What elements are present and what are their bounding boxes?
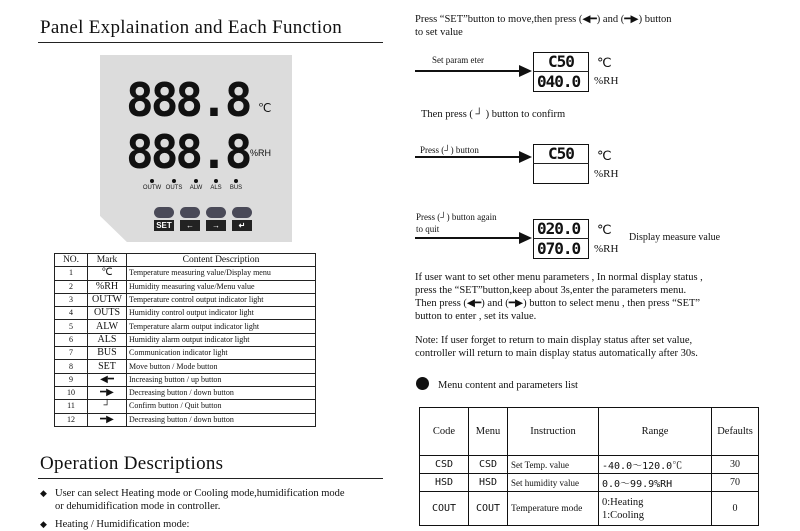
menu-cell: HSD <box>469 474 508 492</box>
row-mark: ALS <box>88 333 127 346</box>
bullet-icon: ◆ <box>40 519 47 529</box>
table-row <box>55 293 316 306</box>
title-underline <box>38 42 383 43</box>
row-mark: BUS <box>88 347 127 360</box>
col-menu: Menu <box>469 408 508 456</box>
table-row <box>55 413 316 426</box>
instruction-cell: Set humidity value <box>508 474 599 492</box>
menu-table <box>419 407 759 526</box>
row-no: 6 <box>55 333 88 346</box>
range-cell <box>599 492 712 526</box>
right-arrow-button[interactable]: → <box>206 220 226 231</box>
enter-button-cap[interactable] <box>232 207 252 218</box>
table-row <box>55 320 316 333</box>
diag1-bottom-value: 040.0 <box>537 72 581 91</box>
range-cell: -40.0～120.0℃ <box>599 456 712 474</box>
table-row <box>55 386 316 399</box>
left-button-cap[interactable] <box>180 207 200 218</box>
row-desc: Increasing button / up button <box>127 373 316 386</box>
table-row <box>420 492 759 526</box>
code-cell: COUT <box>420 492 469 526</box>
row-desc: Move button / Mode button <box>127 360 316 373</box>
row-desc: Humidity measuring value/Menu value <box>127 280 316 293</box>
default-cell: 30 <box>712 456 759 474</box>
row-desc: Temperature alarm output indicator light <box>127 320 316 333</box>
diag3-unit-c: ℃ <box>597 222 612 237</box>
table-row <box>55 360 316 373</box>
right-button-cap[interactable] <box>206 207 226 218</box>
table-row <box>55 373 316 386</box>
diag2-divider <box>533 163 589 164</box>
operation-bullet-1-line2: or dehumidification mode in controller. <box>55 501 221 512</box>
indicator-bus: BUS <box>229 185 243 191</box>
diag3-note: Display measure value <box>629 232 721 243</box>
row-desc: Humidity control output indicator light <box>127 307 316 320</box>
range-option-cooling: 1:Cooling <box>602 509 645 521</box>
row-mark: ┘ <box>88 400 127 413</box>
row-mark: OUTW <box>88 293 127 306</box>
section-bullet-icon <box>416 377 429 390</box>
range-option-heating: 0:Heating <box>602 496 644 508</box>
lcd-temp-unit: ℃ <box>258 101 272 115</box>
row-desc: Decreasing button / down button <box>127 386 316 399</box>
table-row <box>55 347 316 360</box>
diag2-unit-c: ℃ <box>597 148 612 163</box>
menu-cell: CSD <box>469 456 508 474</box>
table-row <box>55 280 316 293</box>
diag1-unit-c: ℃ <box>597 55 612 70</box>
col-instruction: Instruction <box>508 408 599 456</box>
row-mark: %RH <box>88 280 127 293</box>
diag1-label: Set param eter <box>432 55 484 65</box>
intro-line2: to set value <box>415 27 463 38</box>
row-no: 11 <box>55 400 88 413</box>
row-desc: Confirm button / Quit button <box>127 400 316 413</box>
lcd-temp-digits: 888.8 <box>126 73 250 127</box>
table-row <box>55 400 316 413</box>
diag3-unit-rh: %RH <box>594 243 619 255</box>
diag2-unit-rh: %RH <box>594 168 619 180</box>
row-mark: ◀━ <box>88 373 127 386</box>
confirm-text: Then press ( ┘ ) button to confirm <box>421 109 566 120</box>
row-no: 12 <box>55 413 88 426</box>
row-desc: Decreasing button / down button <box>127 413 316 426</box>
default-cell: 70 <box>712 474 759 492</box>
intro-line1: Press “SET”button to move,then press (◀━) and (━▶) button <box>415 14 672 25</box>
note-line2: controller will return to main display status automatically after 30s. <box>415 348 698 359</box>
set-button-cap[interactable] <box>154 207 174 218</box>
operation-bullet-1-line1: User can select Heating mode or Cooling mode,humidification mode <box>55 488 345 499</box>
bullet-icon: ◆ <box>40 488 47 498</box>
row-no: 1 <box>55 267 88 280</box>
col-description: Content Description <box>127 254 316 267</box>
indicator-outs: OUTS <box>165 185 183 191</box>
range-cell: 0.0～99.9%RH <box>599 474 712 492</box>
operation-bullet-2: Heating / Humidification mode: <box>55 519 190 530</box>
arrow-icon <box>415 231 533 245</box>
row-no: 9 <box>55 373 88 386</box>
row-no: 2 <box>55 280 88 293</box>
row-desc: Humidity alarm output indicator light <box>127 333 316 346</box>
code-cell: HSD <box>420 474 469 492</box>
diag3-bottom-value: 070.0 <box>537 239 581 258</box>
enter-button[interactable]: ↵ <box>232 220 252 231</box>
operation-underline <box>38 478 383 479</box>
para1-line1: If user want to set other menu parameters , In normal display status , <box>415 272 703 283</box>
row-no: 5 <box>55 320 88 333</box>
lcd-humidity-unit: %RH <box>250 148 272 158</box>
indicator-alw: ALW <box>189 185 203 191</box>
arrow-icon <box>415 64 533 78</box>
para1-line3: Then press (◀━) and (━▶) button to select menu , then press “SET” <box>415 298 701 309</box>
col-code: Code <box>420 408 469 456</box>
diag3-top-value: 020.0 <box>537 219 581 238</box>
col-defaults: Defaults <box>712 408 759 456</box>
row-desc: Communication indicator light <box>127 347 316 360</box>
indicator-outw: OUTW <box>142 185 162 191</box>
diag1-top-value: C50 <box>548 52 574 71</box>
diag2-top-value: C50 <box>548 144 574 163</box>
row-no: 10 <box>55 386 88 399</box>
panel-title: Panel Explaination and Each Function <box>40 17 343 38</box>
row-mark: SET <box>88 360 127 373</box>
col-no: NO. <box>55 254 88 267</box>
arrow-icon <box>415 150 533 164</box>
lcd-humidity-digits: 888.8 <box>126 125 250 179</box>
row-mark: ━▶ <box>88 386 127 399</box>
row-mark: ALW <box>88 320 127 333</box>
indicator-dot <box>150 179 154 183</box>
code-cell: CSD <box>420 456 469 474</box>
diag1-unit-rh: %RH <box>594 75 619 87</box>
default-cell: 0 <box>712 492 759 526</box>
left-arrow-button[interactable]: ← <box>180 220 200 231</box>
instruction-cell: Set Temp. value <box>508 456 599 474</box>
function-table <box>54 253 316 427</box>
set-button[interactable]: SET <box>154 220 174 231</box>
row-desc: Temperature control output indicator light <box>127 293 316 306</box>
instruction-cell: Temperature mode <box>508 492 599 526</box>
col-mark: Mark <box>88 254 127 267</box>
diag3-label-line2: to quit <box>416 224 440 234</box>
table-row <box>55 267 316 280</box>
row-no: 7 <box>55 347 88 360</box>
row-no: 4 <box>55 307 88 320</box>
row-mark: OUTS <box>88 307 127 320</box>
indicator-als: ALS <box>210 185 222 191</box>
row-desc: Temperature measuring value/Display menu <box>127 267 316 280</box>
table-row <box>420 456 759 474</box>
row-mark: ℃ <box>88 267 127 280</box>
menu-cell: COUT <box>469 492 508 526</box>
indicator-dot <box>214 179 218 183</box>
row-mark: ━▶ <box>88 413 127 426</box>
menu-heading: Menu content and parameters list <box>438 380 578 391</box>
indicator-dot <box>234 179 238 183</box>
col-range: Range <box>599 408 712 456</box>
table-row <box>55 333 316 346</box>
note-line1: Note: If user forget to return to main display status after set value, <box>415 335 693 346</box>
row-no: 3 <box>55 293 88 306</box>
diag2-label: Press (┘) button <box>420 145 479 155</box>
para1-line2: press the “SET”button,keep about 3s,enter the parameters menu. <box>415 285 687 296</box>
indicator-dot <box>194 179 198 183</box>
para1-line4: button to enter , set its value. <box>415 311 537 322</box>
table-row <box>55 307 316 320</box>
table-row <box>420 474 759 492</box>
diag3-label-line1: Press (┘) button again <box>416 212 497 222</box>
operation-title: Operation Descriptions <box>40 453 224 474</box>
row-no: 8 <box>55 360 88 373</box>
indicator-dot <box>172 179 176 183</box>
